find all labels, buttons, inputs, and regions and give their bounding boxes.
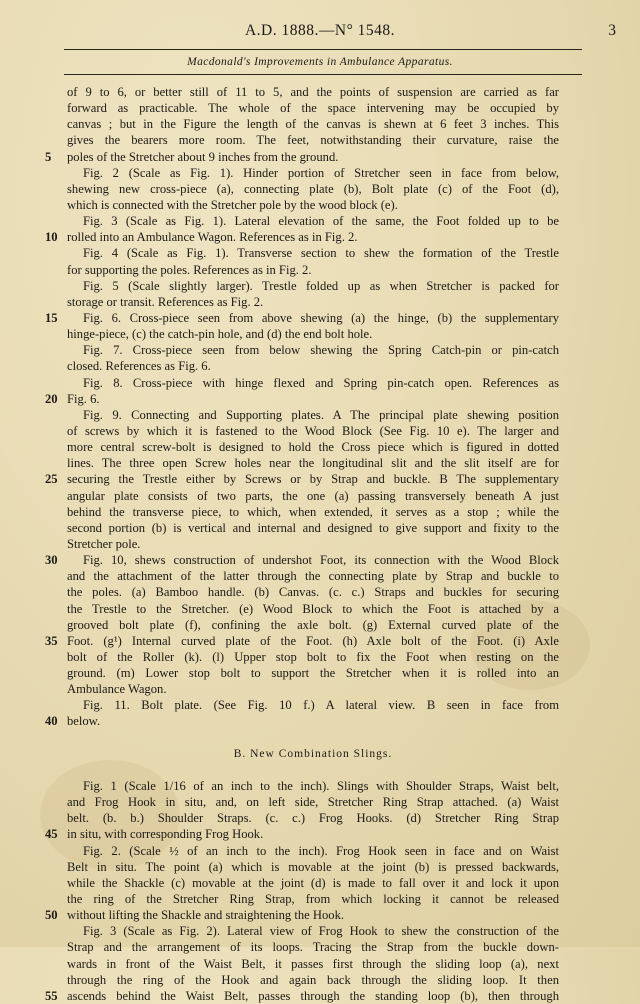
text-line bbox=[67, 181, 559, 197]
text-line bbox=[67, 504, 559, 520]
line-text: the Trestle to the Stretcher. (e) Wood Block to which the Foot is attached by a bbox=[67, 601, 559, 616]
line-text: ascends behind the Waist Belt, passes through the standing loop (b), then through bbox=[67, 988, 559, 1003]
line-text: Fig. 5 (Scale slightly larger). Trestle folded up as when Stretcher is packed for bbox=[83, 278, 559, 293]
text-line bbox=[45, 713, 559, 729]
line-text: Fig. 10, shews construction of undershot Foot, its connection with the Wood Block bbox=[83, 553, 559, 568]
text-line bbox=[67, 923, 559, 939]
line-text: ground. (m) Lower stop bolt to support the Stretcher when it is rolled into an bbox=[67, 666, 559, 681]
text-line bbox=[67, 294, 559, 310]
text-line bbox=[45, 907, 559, 923]
line-number: 25 bbox=[45, 472, 58, 487]
line-text: wards in front of the Waist Belt, it passes first through the sliding loop (a), next bbox=[67, 956, 559, 971]
text-line bbox=[67, 536, 559, 552]
line-text: Fig. 6. Cross-piece seen from above shewing (a) the hinge, (b) the supplementary bbox=[83, 310, 559, 325]
text-line bbox=[67, 358, 559, 374]
text-line bbox=[67, 875, 559, 891]
text-line bbox=[67, 617, 559, 633]
line-text: Strap and the arrangement of its loops. Tracing the Strap from the buckle down- bbox=[67, 940, 559, 955]
line-text: while the Shackle (c) movable at the joint (d) is made to fall over it and lock it upon bbox=[67, 875, 559, 890]
line-number: 15 bbox=[45, 310, 58, 325]
text-line bbox=[67, 681, 559, 697]
text-line bbox=[45, 310, 559, 326]
text-line bbox=[67, 342, 559, 358]
text-line bbox=[45, 471, 559, 487]
line-text: Fig. 3 (Scale as Fig. 2). Lateral view of Frog Hook to shew the construction of the bbox=[83, 924, 559, 939]
text-line bbox=[67, 213, 559, 229]
line-text: second portion (b) is vertical and internal and designed to give support and fixity to the bbox=[67, 520, 559, 535]
line-text: grooved bolt plate (f), confining the axle bolt. (g) External curved plate of the bbox=[67, 617, 559, 632]
line-text: Fig. 2. (Scale ½ of an inch to the inch). Frog Hook seen in face and on Waist bbox=[83, 843, 559, 858]
text-line bbox=[67, 132, 559, 148]
text-line bbox=[67, 601, 559, 617]
text-line bbox=[67, 375, 559, 391]
text-line bbox=[67, 939, 559, 955]
text-line bbox=[67, 278, 559, 294]
line-text: the poles. (a) Bamboo handle. (b) Canvas. (c. c.) Straps and buckles for securing bbox=[67, 585, 559, 600]
section-heading bbox=[67, 746, 559, 762]
running-head: Macdonald's Improvements in Ambulance Apparatus. bbox=[187, 56, 453, 68]
text-line bbox=[67, 794, 559, 810]
text-line bbox=[67, 843, 559, 859]
line-text: the ring of the Stretcher Ring Strap, from which locking it cannot be released bbox=[67, 892, 559, 907]
line-number: 20 bbox=[45, 391, 58, 406]
specification-text bbox=[45, 84, 559, 1004]
text-line bbox=[45, 149, 559, 165]
line-text: below. bbox=[67, 714, 101, 729]
page-number: 3 bbox=[608, 22, 616, 39]
text-line bbox=[67, 859, 559, 875]
text-line bbox=[67, 956, 559, 972]
blank-line bbox=[67, 762, 559, 778]
text-line bbox=[67, 262, 559, 278]
text-line bbox=[67, 100, 559, 116]
line-text: Belt in situ. The point (a) which is movable at the joint (b) is pressed backwards, bbox=[67, 859, 559, 874]
line-text: which is connected with the Stretcher pole by the wood block (e). bbox=[67, 197, 398, 212]
line-text: closed. References as Fig. 6. bbox=[67, 359, 211, 374]
line-text: Fig. 2 (Scale as Fig. 1). Hinder portion of Stretcher seen in face from below, bbox=[83, 165, 559, 180]
line-text: Fig. 1 (Scale 1/16 of an inch to the inch). Slings with Shoulder Straps, Waist belt, bbox=[83, 779, 559, 794]
line-text: Stretcher pole. bbox=[67, 536, 141, 551]
line-text: in situ, with corresponding Frog Hook. bbox=[67, 827, 264, 842]
line-text: Fig. 7. Cross-piece seen from below shewing the Spring Catch-pin or pin-catch bbox=[83, 343, 559, 358]
line-text: storage or transit. References as Fig. 2. bbox=[67, 294, 264, 309]
text-line bbox=[67, 778, 559, 794]
line-text: through the ring of the Hook and again back through the sliding loop. It then bbox=[67, 972, 559, 987]
text-line bbox=[67, 488, 559, 504]
blank-line bbox=[67, 730, 559, 746]
patent-number-title: A.D. 1888.—N° 1548. bbox=[244, 22, 396, 39]
text-line bbox=[67, 891, 559, 907]
text-line bbox=[45, 229, 559, 245]
line-text: and the attachment of the latter through the connecting plate by Strap and buckle to bbox=[67, 569, 559, 584]
text-line bbox=[45, 391, 559, 407]
line-text: Foot. (g¹) Internal curved plate of the Foot. (h) Axle bolt of the Foot. (i) Axle bbox=[67, 633, 559, 648]
line-text: canvas ; but in the Figure the length of the canvas is shewn at 6 feet 3 inches. This bbox=[67, 117, 559, 132]
line-text: Fig. 4 (Scale as Fig. 1). Transverse section to shew the formation of the Trestle bbox=[83, 246, 559, 261]
line-text: more central screw-bolt is designed to hold the Cross piece which is figured in dotted bbox=[67, 440, 559, 455]
line-text: gives the bearers more room. The feet, notwithstanding their curvature, raise the bbox=[67, 133, 559, 148]
text-line bbox=[67, 423, 559, 439]
page-header bbox=[0, 22, 640, 46]
line-text: poles of the Stretcher about 9 inches from the ground. bbox=[67, 149, 339, 164]
line-number: 40 bbox=[45, 714, 58, 729]
text-line bbox=[67, 197, 559, 213]
text-line bbox=[67, 972, 559, 988]
text-line bbox=[67, 455, 559, 471]
line-text: Fig. 3 (Scale as Fig. 1). Lateral elevation of the same, the Foot folded up to be bbox=[83, 214, 559, 229]
line-text: lines. The three open Screw holes near the longitudinal slit and the slit itself are for bbox=[67, 456, 559, 471]
line-text: securing the Trestle either by Screws or by Strap and buckle. B The supplementary bbox=[67, 472, 559, 487]
text-line bbox=[67, 810, 559, 826]
line-number: 5 bbox=[45, 149, 52, 164]
text-line bbox=[67, 165, 559, 181]
line-text: shewing new cross-piece (a), connecting plate (b), Bolt plate (c) of the Foot (d), bbox=[67, 181, 559, 196]
text-line bbox=[67, 326, 559, 342]
line-text: without lifting the Shackle and straightening the Hook. bbox=[67, 908, 345, 923]
line-text: behind the transverse piece, to which, when extended, it serves as a stop ; while the bbox=[67, 504, 559, 519]
line-text: hinge-piece, (c) the catch-pin hole, and (d) the end bolt hole. bbox=[67, 327, 373, 342]
line-number: 10 bbox=[45, 230, 58, 245]
text-line bbox=[67, 665, 559, 681]
text-line bbox=[45, 826, 559, 842]
line-text: Fig. 11. Bolt plate. (See Fig. 10 f.) A lateral view. B seen in face from bbox=[83, 698, 559, 713]
text-line bbox=[67, 520, 559, 536]
line-text: for supporting the poles. References as in Fig. 2. bbox=[67, 262, 312, 277]
line-text: of screws by which it is fastened to the Wood Block (See Fig. 10 e). The larger and bbox=[67, 423, 559, 438]
line-text: Ambulance Wagon. bbox=[67, 682, 167, 697]
line-text: B. New Combination Slings. bbox=[233, 747, 393, 760]
line-text: rolled into an Ambulance Wagon. References as in Fig. 2. bbox=[67, 230, 358, 245]
line-number: 35 bbox=[45, 633, 58, 648]
line-text: Fig. 9. Connecting and Supporting plates. A The principal plate shewing position bbox=[83, 407, 559, 422]
text-line bbox=[67, 439, 559, 455]
text-line bbox=[67, 568, 559, 584]
text-line bbox=[67, 116, 559, 132]
line-text: angular plate consists of two parts, the one (a) passing transversely beneath A just bbox=[67, 488, 559, 503]
line-text: and Frog Hook in situ, and, on left side, Stretcher Ring Strap attached. (a) Waist bbox=[67, 795, 559, 810]
line-number: 30 bbox=[45, 553, 58, 568]
text-line bbox=[67, 84, 559, 100]
text-line bbox=[67, 649, 559, 665]
line-text: of 9 to 6, or better still of 11 to 5, and the points of suspension are carried as far bbox=[67, 85, 559, 99]
line-number: 45 bbox=[45, 827, 58, 842]
line-text: forward as practicable. The whole of the space intervening may be occupied by bbox=[67, 101, 559, 116]
line-text: belt. (b. b.) Shoulder Straps. (c. c.) Frog Hooks. (d) Stretcher Ring Strap bbox=[67, 811, 559, 826]
text-line bbox=[67, 407, 559, 423]
text-line bbox=[67, 697, 559, 713]
line-number: 50 bbox=[45, 908, 58, 923]
text-line bbox=[45, 552, 559, 568]
line-text: Fig. 8. Cross-piece with hinge flexed and Spring pin-catch open. References as bbox=[83, 375, 559, 390]
text-line bbox=[67, 245, 559, 261]
text-line bbox=[67, 584, 559, 600]
line-text: Fig. 6. bbox=[67, 391, 100, 406]
header-rule-top bbox=[64, 49, 582, 50]
line-number: 55 bbox=[45, 988, 58, 1003]
line-text: bolt of the Roller (k). (l) Upper stop bolt to fix the Foot when resting on the bbox=[67, 649, 559, 664]
text-line bbox=[45, 633, 559, 649]
text-line bbox=[45, 988, 559, 1004]
header-rule-bottom bbox=[64, 74, 582, 75]
